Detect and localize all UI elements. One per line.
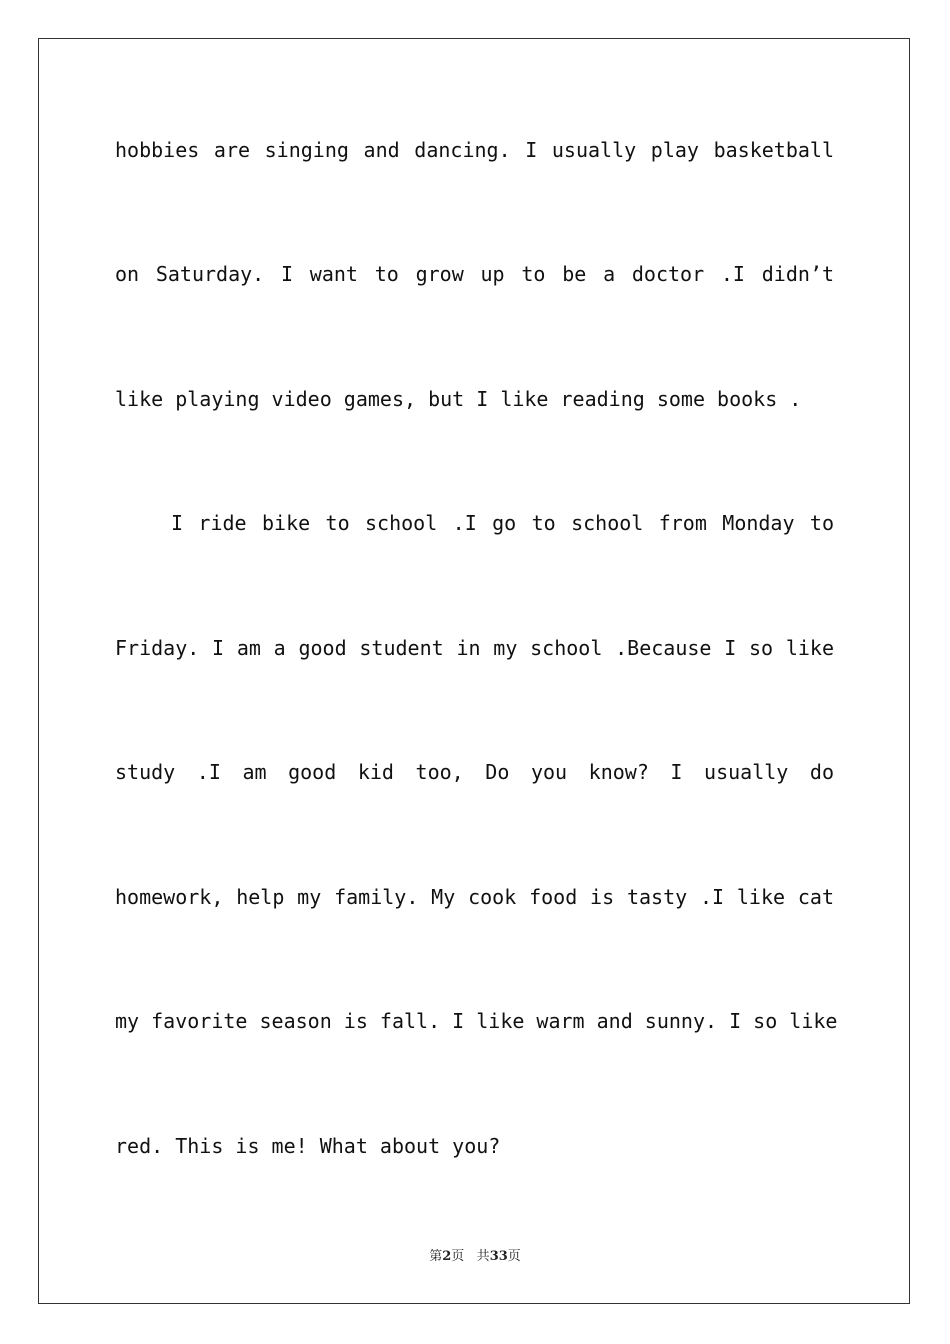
text-line-4: I ride bike to school .I go to school from Monday to [171, 511, 834, 535]
page-footer [0, 1248, 950, 1266]
current-page-number: 2 [442, 1249, 452, 1264]
total-page-count: 33 [489, 1249, 508, 1264]
footer-page-suffix: 页 [451, 1249, 465, 1264]
text-line-2: on Saturday. I want to grow up to be a doctor .I didn’t [115, 262, 834, 286]
page-frame [38, 38, 910, 1304]
footer-total-suffix: 页 [507, 1249, 521, 1264]
footer-prefix: 第 [429, 1249, 443, 1264]
text-line-3: like playing video games, but I like reading some books . [115, 387, 802, 411]
text-line-8: my favorite season is fall. I like warm and sunny. I so like [115, 1009, 838, 1033]
footer-total-prefix: 共 [476, 1249, 490, 1264]
text-line-9: red. This is me! What about you? [115, 1134, 501, 1158]
text-line-5: Friday. I am a good student in my school .Because I so like [115, 636, 834, 660]
text-line-6: study .I am good kid too, Do you know? I usually do [115, 760, 834, 784]
text-line-7: homework, help my family. My cook food is tasty .I like cat [115, 885, 834, 909]
text-line-1: hobbies are singing and dancing. I usually play basketball [115, 138, 834, 162]
